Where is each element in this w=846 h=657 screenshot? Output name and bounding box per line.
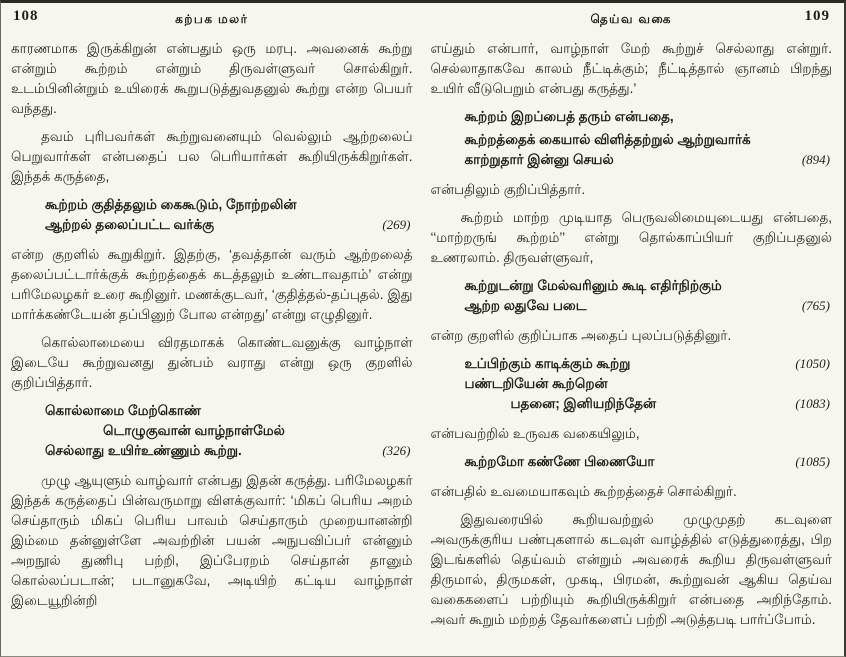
body-paragraph: தவம் புரிபவர்கள் கூற்றுவனையும் வெல்லும் ஆற்றலைப் பெறுவார்கள் என்பதைப் பல பெரியார்கள் கூறியிருக்கிறுர்கள். இந்தக் கருத்தை, bbox=[11, 129, 413, 184]
body-paragraph: கொல்லாமையை விரதமாகக் கொண்டவனுக்கு வாழ்நாள் இடையே கூற்றுவனது துன்பம் வராது என்று ஒரு குறளில் குறிப்பித்தார். bbox=[11, 335, 413, 390]
verse-line-text: உப்பிற்கும் காடிக்கும் கூற்று bbox=[464, 356, 631, 371]
body-paragraph: என்ற குறளில் குறிப்பாக அதைப் புலப்படுத்தினுர். bbox=[430, 328, 732, 343]
kural-number: (1085) bbox=[795, 454, 830, 469]
right-page bbox=[431, 8, 833, 654]
kural-number: (1083) bbox=[795, 396, 830, 411]
left-page-header bbox=[11, 8, 413, 30]
body-paragraph: இதுவரையில் கூறியவற்றுல் முழுமுதற் கடவுளை அவருக்குரிய பண்புகளால் கடவுள் வாழ்த்தில் எடுத்துரைத்து, பிற இடங்களில் தெய்வம் என்றும் அவரைக் கூறிய திருவள்ளுவர் திருமால், திருமகள், முகடி, பிரமன், கூற்றுவன் ஆகிய தெய்வ வகைகளைப் பற்றியும் கூறியிருக்கிறுர் என்பதை அறிந்தோம். அவர் கூறும் மற்றத் தேவர்களைப் பற்றி அடுத்தபடி பார்ப்போம். bbox=[430, 512, 832, 627]
verse-line-text: ஆற்றல் தலைப்பட்ட வர்க்கு bbox=[45, 217, 215, 232]
kural-verse-quote bbox=[431, 276, 833, 316]
body-paragraph: என்ற குறளில் கூறுகிறுர். இதற்கு, ‘தவத்தான் வரும் ஆற்றலைத் தலைப்பட்டார்க்குக் கூற்றத்தைக் கடத்தலும் உண்டாவதாம்’ என்று பரிமேலழகர் உரை கூறினுர். மணக்குடவர், ‘குதித்தல்-தப்புதல். இது மார்க்கண்டேயன் தப்பினுற் போல என்றது’ என்று எழுதினுர். bbox=[11, 247, 413, 322]
verse-line bbox=[465, 150, 831, 170]
running-title-right: தெய்வ வகை bbox=[590, 12, 672, 26]
verse-line-text: பதனை; இனியறிந்தேன் bbox=[510, 396, 657, 411]
kural-number: (269) bbox=[382, 217, 411, 232]
verse-line-text: பண்டறியேன் கூற்றென் bbox=[464, 376, 608, 391]
verse-line bbox=[465, 394, 831, 414]
verse-line-text: காற்றுதார் இன்னு செயல் bbox=[464, 152, 614, 167]
verse-line bbox=[45, 195, 411, 215]
verse-line-text: கூற்றமோ கண்ணே பிணையோ bbox=[464, 454, 655, 469]
verse-line-text: கூற்றம் குதித்தலும் கைகூடும், நோற்றலின் bbox=[45, 197, 297, 212]
body-paragraph: காரணமாக இருக்கிறுன் என்பதும் ஒரு மரபு. அவனைக் கூற்று என்றும் கூற்றம் என்றும் திருவள்ளுவர் சொல்கிறுர். உடம்பினின்றும் உயிரைக் கூறுபடுத்துவதனுல் கூற்று என்ற பெயர் வந்தது. bbox=[11, 41, 413, 116]
kural-verse-quote bbox=[431, 130, 833, 170]
body-paragraph: எய்தும் என்பார், வாழ்நாள் மேற் கூற்றுச் செல்லாது என்றுர். செல்லாதாகவே காலம் நீட்டிக்கும்; நீட்டித்தால் ஞானம் பிறந்து உயிர் வீடுபெறும் என்பது கருத்து.’ bbox=[430, 41, 832, 96]
verse-line bbox=[45, 401, 411, 421]
verse-line bbox=[465, 354, 831, 374]
verse-line-text: கொல்லாமை மேற்கொண் bbox=[45, 403, 202, 418]
right-page-header bbox=[431, 8, 833, 30]
kural-verse-quote bbox=[11, 195, 413, 235]
verse-line bbox=[45, 421, 411, 441]
body-paragraph: கூற்றம் மாற்ற முடியாத பெருவலிமையுடையது என்பதை, ‘‘மாற்றருங் கூற்றம்’’ என்று தொல்காப்பியர் குறிப்பதனுல் உணரலாம். திருவள்ளுவர், bbox=[430, 210, 832, 265]
verse-line bbox=[465, 130, 831, 150]
kural-number: (326) bbox=[382, 443, 411, 458]
page-number-right: 109 bbox=[804, 8, 830, 24]
quote-intro-line: கூற்றம் இறப்பைத் தரும் என்பதை, bbox=[464, 109, 674, 124]
body-paragraph: முழு ஆயுளும் வாழ்வார் என்பது இதன் கருத்து. பரிமேலழகர் இந்தக் கருத்தைப் பின்வருமாறு விளக்குவார்: ‘மிகப் பெரிய அறம் செய்தாரும் மிகப் பெரிய பாவம் செய்தாரும் முறையானன்றி இம்மை தன்னுள்ளே அவற்றின் பயன் அநுபவிப்பர் என்னும் அறநூல் துணிபு பற்றி, இப்பேரறம் செய்தான் தானும் கொல்லப்படான்; படானுகவே, அடியிற் கட்டிய வாழ்நாள் இடையூறின்றி bbox=[11, 473, 413, 608]
verse-line-text: டொழுகுவான் வாழ்நாள்மேல் bbox=[103, 423, 285, 438]
page-number-left: 108 bbox=[13, 8, 39, 24]
verse-line bbox=[465, 452, 831, 472]
kural-verse-quote bbox=[431, 452, 833, 472]
kural-number: (1050) bbox=[795, 356, 830, 371]
verse-line-text: ஆற்ற லதுவே படை bbox=[464, 298, 587, 313]
right-page-text bbox=[431, 39, 833, 654]
body-paragraph: என்பதில் உவமையாகவும் கூற்றத்தைச் சொல்கிறுர். bbox=[430, 484, 737, 499]
verse-line bbox=[465, 296, 831, 316]
verse-line bbox=[465, 276, 831, 296]
running-title-left: கற்பக மலர் bbox=[175, 12, 249, 26]
verse-line bbox=[465, 374, 831, 394]
left-page bbox=[11, 8, 413, 654]
left-page-text bbox=[11, 39, 413, 654]
verse-line bbox=[45, 441, 411, 461]
body-paragraph: என்பதிலும் குறிப்பித்தார். bbox=[430, 182, 586, 197]
kural-verse-quote bbox=[431, 354, 833, 414]
verse-line bbox=[45, 215, 411, 235]
verse-line-text: செல்லாது உயிர்உண்ணும் கூற்று. bbox=[45, 443, 242, 458]
kural-verse-quote bbox=[11, 401, 413, 461]
verse-line-text: கூற்றுடன்று மேல்வரினும் கூடி எதிர்நிற்கும் bbox=[464, 278, 722, 293]
kural-number: (894) bbox=[801, 152, 830, 167]
verse-line-text: கூற்றத்தைக் கையால் விளித்தற்றுல் ஆற்றுவார்க் bbox=[464, 132, 751, 147]
body-paragraph: என்பவற்றில் உருவக வகையிலும், bbox=[430, 426, 640, 441]
kural-number: (765) bbox=[801, 298, 830, 313]
